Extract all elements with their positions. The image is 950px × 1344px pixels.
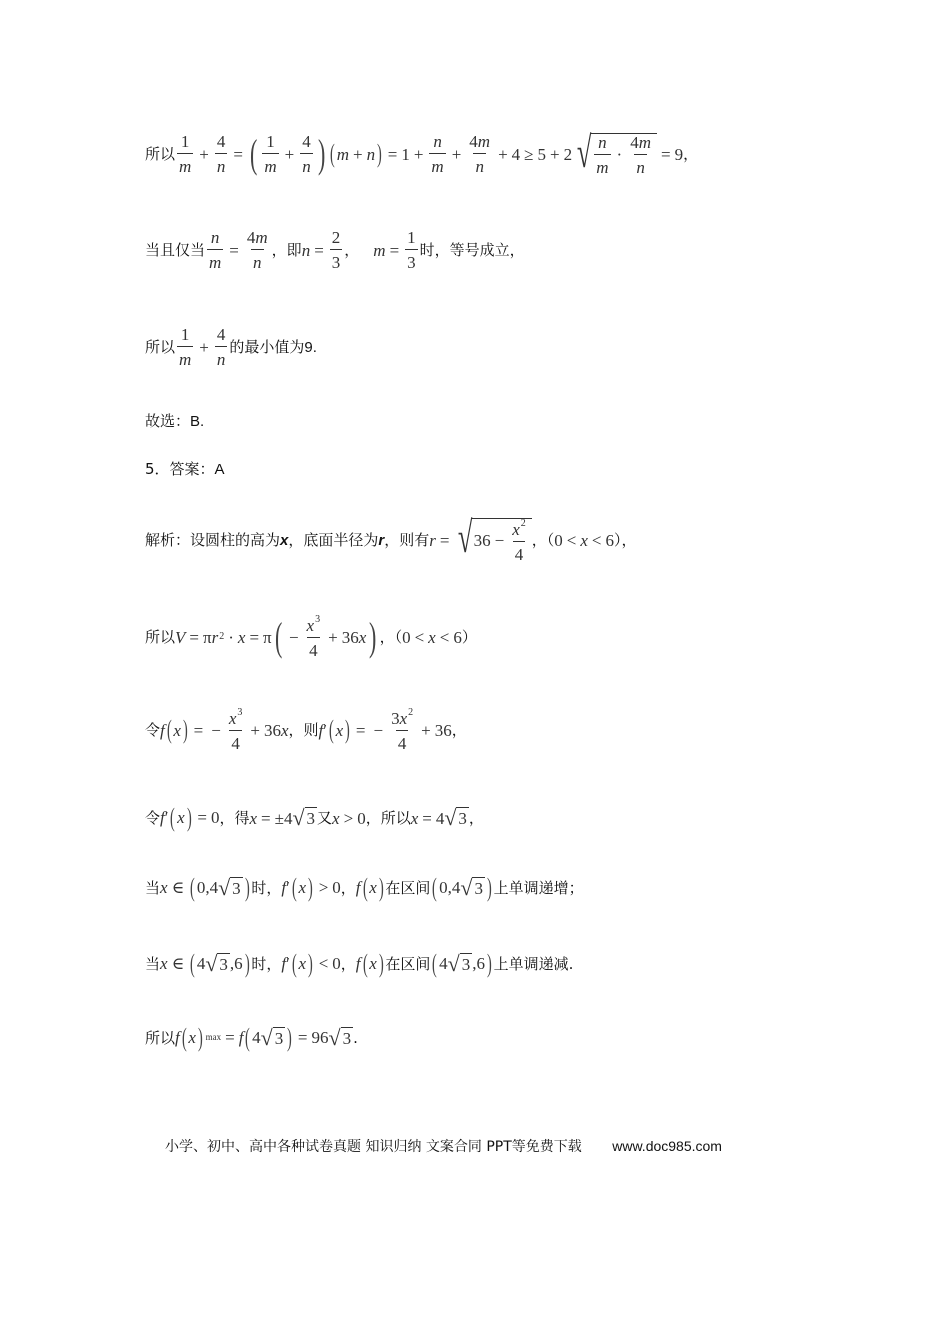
line-answer xyxy=(145,458,890,480)
text-mid: ， xyxy=(340,954,356,973)
text-suffix: 上单调递增； xyxy=(493,878,584,897)
formula-radius: r = √ 36 − $\frac{x^2}{4}$ xyxy=(429,518,532,563)
formula-f: f ( x ) xyxy=(355,949,384,979)
text-prefix: 令 xyxy=(145,808,161,827)
line-maximum xyxy=(145,1018,890,1058)
formula-f: f ( x ) xyxy=(355,873,384,903)
formula-domain: 0 < x < 6 xyxy=(402,627,462,647)
text-prefix: 解析：设圆柱的高为 xyxy=(145,530,281,549)
text-mid: ，得 xyxy=(219,808,250,827)
footer-text: 小学、初中、高中各种试卷真题 知识归纳 文案合同 PPT等免费下载 xyxy=(165,1139,582,1155)
footer-url: www.doc985.com xyxy=(612,1138,722,1154)
text-suffix: 的最小值为 xyxy=(229,337,305,356)
text-mid: ，所以 xyxy=(365,808,411,827)
text-mid: ，则 xyxy=(288,720,319,739)
formula-interval-1b: ( 0,4 √ 3 ) xyxy=(432,873,492,903)
text-mid: 时， xyxy=(251,954,282,973)
formula-sum: $\frac{1}{m}$ + $\frac{4}{n}$ xyxy=(179,325,226,369)
formula-f-prime-negative: f ′ ( x ) < 0 xyxy=(281,949,341,979)
formula-f: f ( x ) = − $\frac{x^3}{4}$ + 36 x xyxy=(160,707,289,753)
formula-interval-2: x ∈ ( 4 √ 3 ,6 ) xyxy=(160,949,250,979)
text-suffix: 上单调递减. xyxy=(493,954,574,973)
text-suffix: ， xyxy=(468,808,484,827)
page-footer xyxy=(165,1136,722,1156)
formula-m-value: m = $\frac{1}{3}$ xyxy=(373,228,416,272)
formula-volume: V = π r 2 · x = π ( − $\frac{x^3}{4}$ + 36 x ) xyxy=(175,614,377,660)
formula-x-positive: x > 0 xyxy=(332,808,366,828)
formula-n-value: n = $\frac{2}{3}$ xyxy=(301,228,341,272)
formula-equality: $\frac{n}{m}$ = $\frac{4m}{n}$ xyxy=(209,228,268,272)
formula-interval-2b: ( 4 √ 3 ,6 ) xyxy=(432,949,492,979)
text-suffix: ） xyxy=(461,627,477,646)
formula-am-gm: $\frac{1}{m}$ + $\frac{4}{n}$ = ( $\frac{1}{m}$ + $\frac{4}{n}$ ) ( m + n ) = 1 + $\frac{n}{m}$ + $\frac{4m}{n}$ + 4 ≥ 5 + 2 √ $\frac{n}{m}$ · $\frac{4m}{n}$ = 9 xyxy=(179,127,684,177)
line-equality-condition xyxy=(145,214,890,286)
text-mid: 在区间 xyxy=(385,878,431,897)
text-prefix: 所以 xyxy=(145,627,176,646)
text-mid: 在区间 xyxy=(385,954,431,973)
text-prefix: 当 xyxy=(145,954,161,973)
text-choice-label: 故选： xyxy=(145,411,191,430)
text-mid: 又 xyxy=(317,808,333,827)
text-prefix: 所以 xyxy=(145,144,176,163)
text-mid: 时， xyxy=(251,878,282,897)
line-inequality xyxy=(145,118,890,190)
text-prefix: 令 xyxy=(145,720,161,739)
text-mid: ， xyxy=(344,240,360,259)
text-mid: ，（ xyxy=(531,530,555,549)
text-suffix: ， xyxy=(451,720,467,739)
line-increasing xyxy=(145,868,890,908)
line-volume xyxy=(145,604,890,670)
choice-value: B. xyxy=(190,412,205,430)
line-critical-point xyxy=(145,800,890,836)
text-mid: ，则有 xyxy=(384,530,430,549)
formula-f-prime-zero: f ′ ( x ) = 0 xyxy=(160,803,220,833)
line-choice xyxy=(145,410,890,432)
var-r: r xyxy=(378,531,385,549)
text-prefix: 当 xyxy=(145,878,161,897)
text-suffix: ， xyxy=(683,144,699,163)
formula-interval-1: x ∈ ( 0,4 √ 3 ) xyxy=(160,873,250,903)
text-mid: ，底面半径为 xyxy=(288,530,379,549)
var-x: x xyxy=(280,531,289,549)
line-derivative xyxy=(145,700,890,760)
line-setup xyxy=(145,508,890,572)
formula-domain: 0 < x < 6 xyxy=(554,530,614,550)
text-answer-label: 5．答案： xyxy=(145,459,215,478)
formula-max: f ( x ) max = f ( 4 √ 3 ) = 96 √ 3 xyxy=(175,1023,352,1053)
text-suffix: ）， xyxy=(614,530,637,549)
formula-f-prime-positive: f ′ ( x ) > 0 xyxy=(281,873,341,903)
formula-f-prime: f ′ ( x ) = − $\frac{3x^2}{4}$ + 36 xyxy=(318,707,452,753)
text-prefix: 所以 xyxy=(145,1028,176,1047)
text-suffix: . xyxy=(353,1028,358,1047)
line-decreasing xyxy=(145,944,890,984)
formula-roots: x = ±4 √ 3 xyxy=(249,805,316,830)
formula-x-value: x = 4 √ 3 xyxy=(410,805,467,830)
text-mid: ， xyxy=(340,878,356,897)
text-suffix: 时，等号成立， xyxy=(419,240,525,259)
answer-value: A xyxy=(214,460,225,478)
min-value: 9. xyxy=(304,338,317,356)
text-mid: ，（ xyxy=(379,627,403,646)
text-prefix: 所以 xyxy=(145,337,176,356)
line-minimum-value xyxy=(145,312,890,382)
text-prefix: 当且仅当 xyxy=(145,240,206,259)
text-mid: ，即 xyxy=(271,240,302,259)
